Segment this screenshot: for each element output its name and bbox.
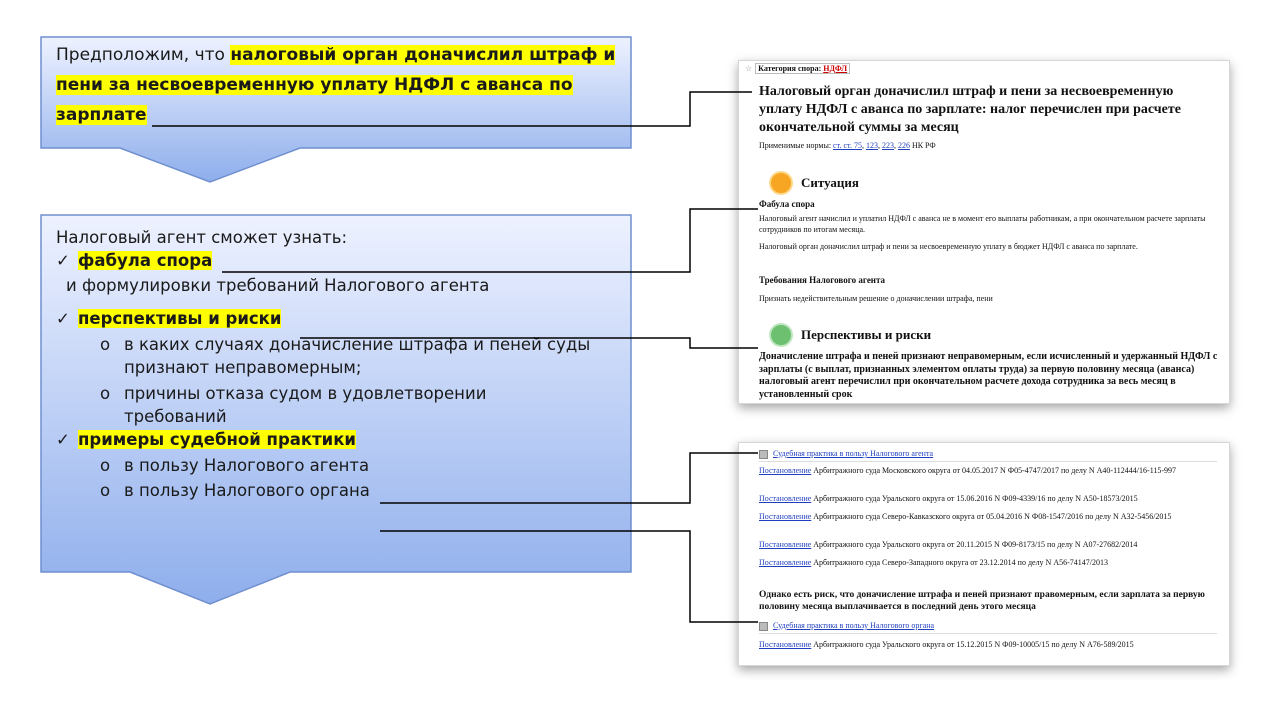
- features-intro: Налоговый агент сможет узнать:: [56, 228, 348, 247]
- case-text: Арбитражного суда Северо-Западного округа от 23.12.2014 по делу N А56-74147/2013: [811, 558, 1108, 567]
- practice-sub-agent: в пользу Налогового агента: [124, 456, 370, 475]
- case-agent-1: [759, 465, 1217, 476]
- norm-link[interactable]: 123: [865, 141, 878, 150]
- fabula-heading: Фабула спора: [759, 199, 815, 209]
- practice-sub-organ: в пользу Налогового органа: [124, 481, 370, 500]
- section-situation: [769, 171, 859, 195]
- norms-tail: НК РФ: [909, 141, 936, 150]
- case-agent-4: [759, 539, 1217, 550]
- risk-icon: [769, 323, 793, 347]
- requirements-text: Признать недействительным решение о доначислении штрафа, пени: [759, 294, 993, 303]
- case-link[interactable]: Постановление: [759, 494, 812, 503]
- document-dispute: [738, 60, 1230, 404]
- item-risks: перспективы и риски: [78, 309, 282, 328]
- section-risks: [769, 323, 931, 347]
- norm-link[interactable]: 226: [897, 141, 910, 150]
- norms-line: Применимые нормы: ст. ст. 75, 123, 223, 226 НК РФ: [759, 141, 936, 150]
- callout-agent-features: [40, 214, 632, 606]
- case-agent-5: [759, 557, 1217, 568]
- case-text: Арбитражного суда Северо-Кавказского округа от 05.04.2016 N Ф08-1547/2016 по делу N А32-5456/2015: [811, 512, 1172, 521]
- assumption-text: Предположим, что: [56, 45, 231, 65]
- item-fabula: фабула спора: [78, 251, 213, 270]
- risk-warning: Однако есть риск, что доначисление штрафа и пеней признают правомерным, если зарплата за первую половину месяца выплачивается в последний день этого месяца: [759, 590, 1205, 612]
- case-link[interactable]: Постановление: [759, 540, 812, 549]
- collapse-icon[interactable]: [759, 450, 768, 459]
- case-text: Арбитражного суда Уральского округа от 15.06.2016 N Ф09-4339/16 по делу N А50-18573/2015: [811, 494, 1138, 503]
- check-icon: ✓: [56, 309, 70, 328]
- check-icon: ✓: [56, 430, 70, 449]
- star-icon[interactable]: ☆: [745, 64, 753, 73]
- case-text: Арбитражного суда Уральского округа от 20.11.2015 N Ф09-8173/15 по делу N А07-27682/2014: [811, 540, 1138, 549]
- bullet-icon: o: [100, 335, 111, 354]
- bullet-icon: o: [100, 456, 111, 475]
- divider: [759, 461, 1217, 462]
- practice-agent-header[interactable]: [759, 449, 933, 459]
- scales-icon: [769, 171, 793, 195]
- case-link[interactable]: Постановление: [759, 558, 812, 567]
- risks-sub-1b: признают неправомерным;: [124, 358, 362, 377]
- risks-sub-2b: требований: [124, 407, 227, 426]
- assumption-highlight-1: налоговый орган доначислил штраф и: [230, 45, 616, 65]
- category-line: [745, 64, 850, 73]
- case-link[interactable]: Постановление: [759, 466, 812, 475]
- bullet-icon: o: [100, 384, 111, 403]
- practice-agent-link[interactable]: Судебная практика в пользу Налогового агента: [773, 449, 934, 458]
- category-label: Категория спора:: [758, 64, 824, 73]
- norm-link[interactable]: ст. ст. 75: [833, 141, 862, 150]
- section-risks-title: Перспективы и риски: [801, 327, 932, 342]
- fabula-text-2: Налоговый орган доначислил штраф и пени за несвоевременную уплату в бюджет НДФЛ с аванса по зарплате.: [759, 242, 1138, 251]
- collapse-icon[interactable]: [759, 622, 768, 631]
- bullet-icon: o: [100, 481, 111, 500]
- case-link[interactable]: Постановление: [759, 640, 812, 649]
- divider: [759, 633, 1217, 634]
- callout-assumption: [40, 36, 632, 184]
- risks-sub-2a: причины отказа судом в удовлетворении: [124, 384, 487, 403]
- document-court-practice: [738, 442, 1230, 666]
- document-title: Налоговый орган доначислил штраф и пени за несвоевременную уплату НДФЛ с аванса по зарплате: налог перечислен при расчете окончательной суммы за месяц: [759, 84, 1181, 135]
- case-organ-1: [759, 639, 1217, 650]
- check-icon: ✓: [56, 251, 70, 270]
- assumption-highlight-3: зарплате: [56, 105, 147, 125]
- assumption-highlight-2: пени за несвоевременную уплату НДФЛ с аванса по: [56, 75, 573, 95]
- case-agent-3: [759, 511, 1217, 522]
- norm-link[interactable]: 223: [881, 141, 894, 150]
- item-fabula-sub: и формулировки требований Налогового агента: [66, 276, 490, 295]
- fabula-text-1: Налоговый агент начислил и уплатил НДФЛ с аванса не в момент его выплаты работникам, а при окончательном расчете зарплаты сотрудников по итогам месяца.: [759, 214, 1206, 234]
- requirements-heading: Требования Налогового агента: [759, 275, 886, 285]
- section-situation-title: Ситуация: [801, 175, 859, 190]
- category-link[interactable]: НДФЛ: [823, 64, 848, 73]
- case-agent-2: [759, 493, 1217, 504]
- practice-organ-link[interactable]: Судебная практика в пользу Налогового органа: [773, 621, 935, 630]
- risks-sub-1a: в каких случаях доначисление штрафа и пеней суды: [124, 335, 591, 354]
- case-link[interactable]: Постановление: [759, 512, 812, 521]
- risks-text: Доначисление штрафа и пеней признают неправомерным, если исчисленный и удержанный НДФЛ с зарплаты (с выплат, признанных элементом оплаты труда) за первую половину месяца (аванса) налоговый агент перечислил при окончательном расчете дохода сотрудника за весь месяц в установленный срок: [759, 351, 1218, 400]
- case-text: Арбитражного суда Московского округа от 04.05.2017 N Ф05-4747/2017 по делу N А40-112444/16-115-997: [811, 466, 1177, 475]
- item-practice: примеры судебной практики: [78, 430, 356, 449]
- practice-organ-header[interactable]: [759, 621, 934, 631]
- case-text: Арбитражного суда Уральского округа от 15.12.2015 N Ф09-10005/15 по делу N А76-589/2015: [811, 640, 1134, 649]
- norms-label: Применимые нормы:: [759, 141, 834, 150]
